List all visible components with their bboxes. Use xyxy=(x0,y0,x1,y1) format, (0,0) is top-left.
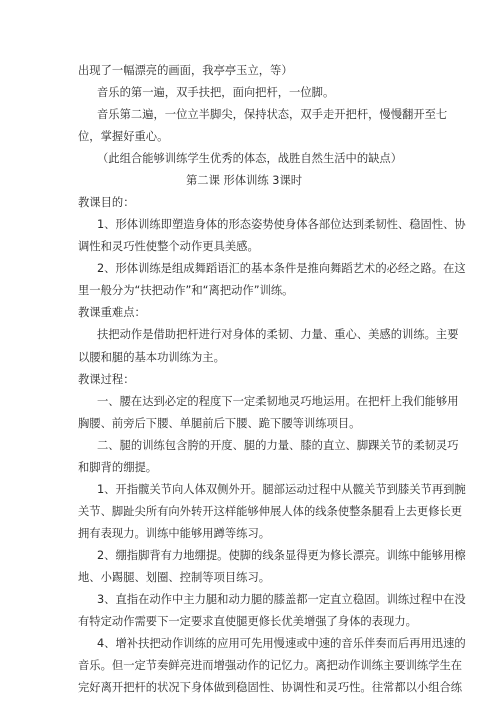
section-heading: 教课重难点： xyxy=(78,306,146,320)
text-line: 音乐的第一遍，双手扶把，面向把杆，一位脚。 xyxy=(97,86,335,99)
text-line: 胸腰、前旁后下腰、单腿前后下腰、跪下腰等训练项目。 xyxy=(78,416,361,430)
text-line: 里一般分为“扶把动作”和“离把动作”训练。 xyxy=(78,284,294,298)
text-line: 1、开指髋关节向人体双侧外开。腿部运动过程中从髋关节到膝关节再到腕 xyxy=(97,482,466,496)
text-line: 出现了一幅漂亮的画面，我亭亭玉立，等） xyxy=(78,64,293,77)
text-line: 拥有表现力。训练中能够用蹲等练习。 xyxy=(78,526,271,540)
text-line: 调性和灵巧性使整个动作更具美感。 xyxy=(78,240,259,254)
section-heading: 教课目的： xyxy=(78,196,135,210)
text-line: 音乐。但一定节奏鲜亮进而增强动作的记忆力。离把动作训练主要训练学生在 xyxy=(78,659,463,672)
section-heading: 教课过程： xyxy=(78,372,135,386)
text-line: 以腰和腿的基本功训练为主。 xyxy=(78,350,225,364)
text-line: 4、增补扶把动作训练的应用可先用慢速或中速的音乐伴奏而后再用迅速的 xyxy=(97,636,466,650)
text-line: 2、形体训练是组成舞蹈语汇的基本条件是推向舞蹈艺术的必经之路。在这 xyxy=(97,262,466,276)
text-line: 有特定动作需要下一定要求直使腿更修长优美增强了身体的表现力。 xyxy=(78,614,417,628)
text-line: 位，掌握好重心。 xyxy=(78,130,169,144)
text-line: 完好离开把杆的状况下身体做到稳固性、协调性和灵巧性。往常都以小组合练 xyxy=(78,681,463,694)
text-line: 音乐第二遍，一位立半脚尖，保持状态，双手走开把杆，慢慢翻开至七 xyxy=(97,108,448,122)
text-line: 和脚背的绷提。 xyxy=(78,460,158,474)
lesson-title: 第二课 形体训练 3课时 xyxy=(186,174,303,188)
text-line: 二、腿的训练包含胯的开度、腿的力量、膝的直立、脚踝关节的柔韧灵巧 xyxy=(97,438,459,452)
text-line: 1、形体训练即塑造身体的形态姿势使身体各部位达到柔韧性、稳固性、协 xyxy=(97,218,466,232)
text-line: 地、小踢腿、划圈、控制等项目练习。 xyxy=(78,570,271,584)
text-line: 扶把动作是借助把杆进行对身体的柔韧、力量、重心、美感的训练。主要 xyxy=(97,328,459,342)
text-line: 3、直指在动作中主力腿和动力腿的膝盖都一定直立稳固。训练过程中在没 xyxy=(97,592,466,606)
text-line: 关节、脚趾尖所有向外转开这样能够伸展人体的线条使整条腿看上去更修长更 xyxy=(78,504,463,518)
text-line: 一、腰在达到必定的程度下一定柔韧地灵巧地运用。在把杆上我们能够用 xyxy=(97,394,459,408)
text-line: 2、绷指脚背有力地绷提。使脚的线条显得更为修长漂亮。训练中能够用檫 xyxy=(97,548,466,562)
text-line: （此组合能够训练学生优秀的体态，战胜自然生活中的缺点） xyxy=(97,152,403,166)
